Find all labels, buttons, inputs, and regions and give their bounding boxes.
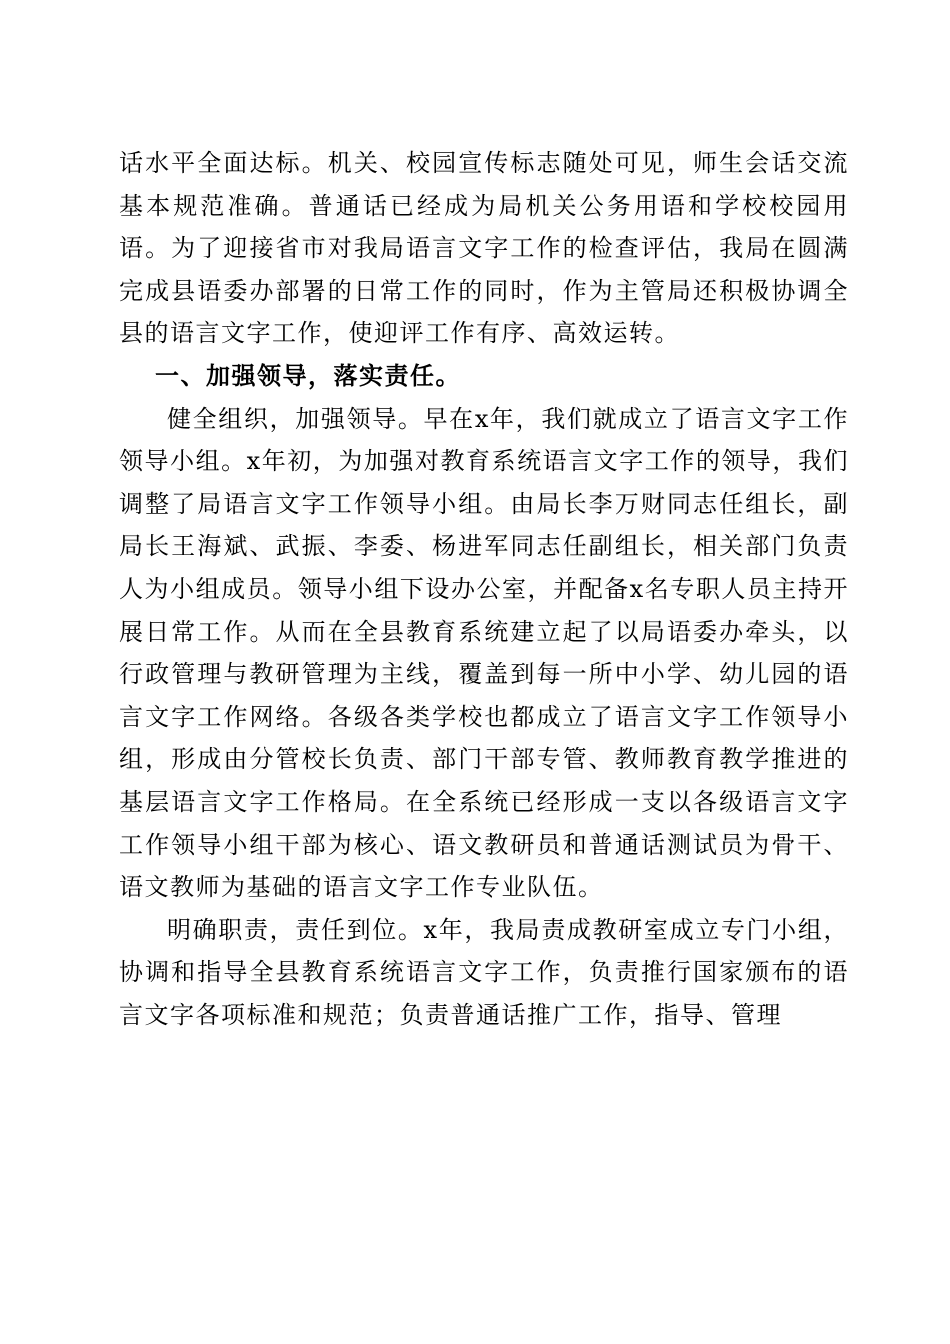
paragraph-continuation: 话水平全面达标。机关、校园宣传标志随处可见，师生会话交流基本规范准确。普通话已经成为局机关公务用语和学校校园用语。为了迎接省市对我局语言文字工作的检查评估，我局在圆满完成县语委办部署的日常工作的同时，作为主管局还积极协调全县的语言文字工作，使迎评工作有序、高效运转。 bbox=[119, 149, 849, 348]
document-body bbox=[119, 142, 849, 1036]
paragraph-organization: 健全组织，加强领导。早在x年，我们就成立了语言文字工作领导小组。x年初，为加强对教育系统语言文字工作的领导，我们调整了局语言文字工作领导小组。由局长李万财同志任组长，副局长王海斌、武振、李委、杨进军同志任副组长，相关部门负责人为小组成员。领导小组下设办公室，并配备x名专职人员主持开展日常工作。从而在全县教育系统建立起了以局语委办牵头，以行政管理与教研管理为主线，覆盖到每一所中小学、幼儿园的语言文字工作网络。各级各类学校也都成立了语言文字工作领导小组，形成由分管校长负责、部门干部专管、教师教育教学推进的基层语言文字工作格局。在全系统已经形成一支以各级语言文字工作领导小组干部为核心、语文教研员和普通话测试员为骨干、语文教师为基础的语言文字工作专业队伍。 bbox=[119, 404, 849, 902]
paragraph-responsibilities: 明确职责，责任到位。x年，我局责成教研室成立专门小组，协调和指导全县教育系统语言文字工作，负责推行国家颁布的语言文字各项标准和规范；负责普通话推广工作，指导、管理 bbox=[119, 915, 849, 1029]
section-heading: 一、加强领导，落实责任。 bbox=[155, 361, 461, 390]
